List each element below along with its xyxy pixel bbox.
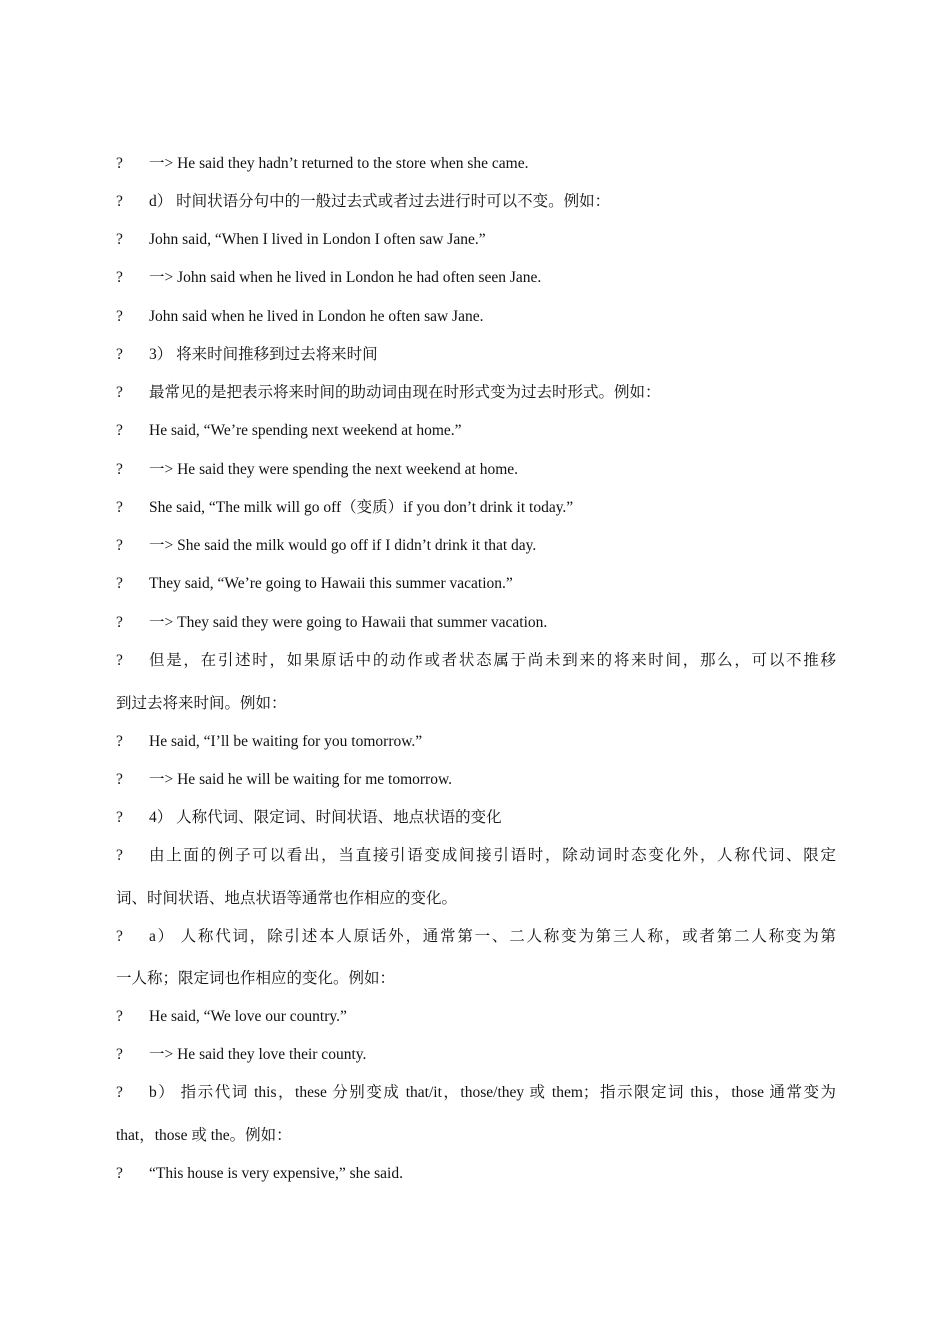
line-text: 一> He said he will be waiting for me tomorrow. <box>149 771 453 788</box>
bullet-mark: ? <box>116 231 123 248</box>
bullet-mark: ? <box>116 537 123 554</box>
text-line <box>116 928 836 946</box>
line-text: 一> He said they hadn’t returned to the store when she came. <box>149 155 529 172</box>
line-text: a） 人称代词，除引述本人原话外，通常第一、二人称变为第三人称，或者第二人称变为第 <box>149 928 836 945</box>
bullet-mark: ? <box>116 1084 123 1101</box>
bullet-mark: ? <box>116 733 123 750</box>
bullet-mark: ? <box>116 809 123 826</box>
bullet-mark: ? <box>116 384 123 401</box>
bullet-mark: ? <box>116 308 123 325</box>
text-line <box>116 733 836 751</box>
line-text: He said, “We love our country.” <box>149 1008 347 1025</box>
line-text: John said when he lived in London he often saw Jane. <box>149 308 484 325</box>
line-text: They said, “We’re going to Hawaii this summer vacation.” <box>149 575 513 592</box>
text-line <box>116 346 836 364</box>
line-text: 一> He said they were spending the next weekend at home. <box>149 461 519 478</box>
text-line-continuation: 词、时间状语、地点状语等通常也作相应的变化。 <box>116 890 458 907</box>
text-line <box>116 1008 836 1026</box>
line-text: He said, “We’re spending next weekend at home.” <box>149 422 462 439</box>
text-line-continuation: that，those 或 the。例如： <box>116 1127 292 1144</box>
bullet-mark: ? <box>116 1046 123 1063</box>
text-line <box>116 1046 836 1064</box>
bullet-mark: ? <box>116 771 123 788</box>
bullet-mark: ? <box>116 614 123 631</box>
bullet-mark: ? <box>116 575 123 592</box>
text-line <box>116 155 836 173</box>
text-line <box>116 614 836 632</box>
line-text: 但是，在引述时，如果原话中的动作或者状态属于尚未到来的将来时间，那么，可以不推移 <box>149 652 836 669</box>
text-line <box>116 1165 836 1183</box>
bullet-mark: ? <box>116 155 123 172</box>
text-line <box>116 809 836 827</box>
bullet-mark: ? <box>116 928 123 945</box>
text-line <box>116 499 836 517</box>
text-line <box>116 537 836 555</box>
text-line <box>116 461 836 479</box>
line-text: 由上面的例子可以看出，当直接引语变成间接引语时，除动词时态变化外，人称代词、限定 <box>149 847 836 864</box>
line-text: 一> John said when he lived in London he had often seen Jane. <box>149 269 542 286</box>
bullet-mark: ? <box>116 422 123 439</box>
bullet-mark: ? <box>116 652 123 669</box>
text-line <box>116 652 836 670</box>
text-line <box>116 847 836 865</box>
bullet-mark: ? <box>116 346 123 363</box>
bullet-mark: ? <box>116 1008 123 1025</box>
bullet-mark: ? <box>116 847 123 864</box>
line-text: 一> He said they love their county. <box>149 1046 367 1063</box>
text-line <box>116 269 836 287</box>
text-line <box>116 422 836 440</box>
bullet-mark: ? <box>116 461 123 478</box>
text-line <box>116 308 836 326</box>
text-line <box>116 193 836 211</box>
bullet-mark: ? <box>116 1165 123 1182</box>
text-line <box>116 231 836 249</box>
text-line <box>116 1084 836 1102</box>
line-text: 一> They said they were going to Hawaii that summer vacation. <box>149 614 548 631</box>
line-text: 3） 将来时间推移到过去将来时间 <box>149 346 378 363</box>
line-text: 4） 人称代词、限定词、时间状语、地点状语的变化 <box>149 809 502 826</box>
text-line <box>116 384 836 402</box>
text-line <box>116 771 836 789</box>
line-text: John said, “When I lived in London I often saw Jane.” <box>149 231 486 248</box>
text-line-continuation: 到过去将来时间。例如： <box>116 695 287 712</box>
text-line <box>116 575 836 593</box>
line-text: 一> She said the milk would go off if I didn’t drink it that day. <box>149 537 537 554</box>
text-line-continuation: 一人称；限定词也作相应的变化。例如： <box>116 970 396 987</box>
line-text: b） 指示代词 this，these 分别变成 that/it，those/they 或 them；指示限定词 this，those 通常变为 <box>149 1084 836 1101</box>
line-text: She said, “The milk will go off（变质）if you don’t drink it today.” <box>149 499 574 516</box>
line-text: He said, “I’ll be waiting for you tomorrow.” <box>149 733 423 750</box>
line-text: d） 时间状语分句中的一般过去式或者过去进行时可以不变。例如： <box>149 193 611 210</box>
bullet-mark: ? <box>116 193 123 210</box>
line-text: 最常见的是把表示将来时间的助动词由现在时形式变为过去时形式。例如： <box>149 384 661 401</box>
bullet-mark: ? <box>116 499 123 516</box>
bullet-mark: ? <box>116 269 123 286</box>
line-text: “This house is very expensive,” she said. <box>149 1165 403 1182</box>
